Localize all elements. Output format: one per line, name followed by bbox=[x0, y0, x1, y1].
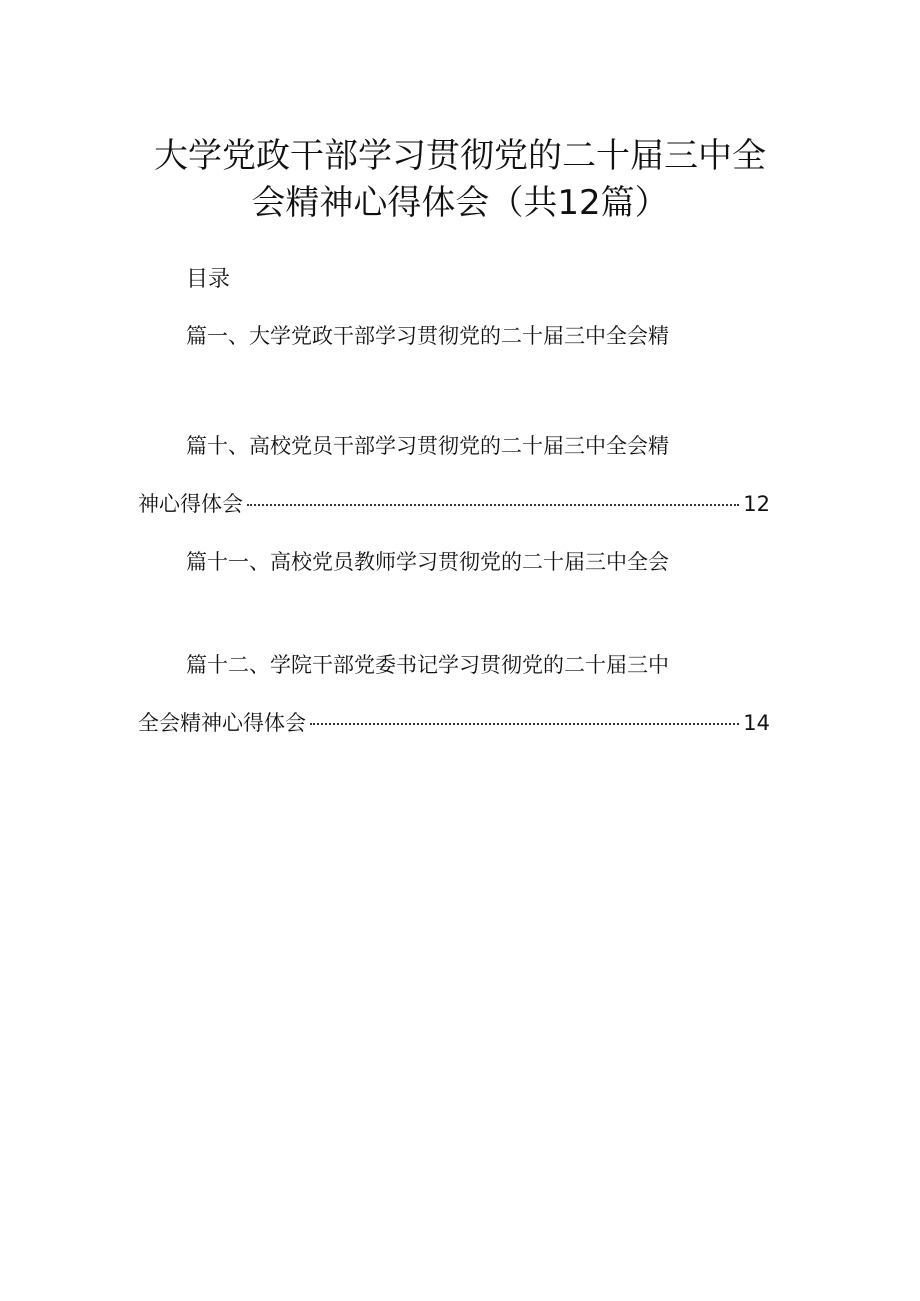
toc-entry-12-line-2[interactable] bbox=[138, 706, 770, 740]
toc-entry-10-page-number: 12 bbox=[743, 492, 770, 516]
toc-entry-10-text: 神心得体会 bbox=[138, 492, 243, 516]
toc-entry-11[interactable]: 篇十一、高校党员教师学习贯彻党的二十届三中全会 bbox=[186, 550, 669, 574]
toc-entry-12-page-number: 14 bbox=[743, 711, 770, 735]
toc-entry-12-line-1[interactable]: 篇十二、学院干部党委书记学习贯彻党的二十届三中 bbox=[186, 653, 669, 677]
toc-entry-12-text: 全会精神心得体会 bbox=[138, 711, 306, 735]
toc-entry-10-line-2[interactable] bbox=[138, 487, 770, 521]
document-title-line-2: 会精神心得体会（共12篇） bbox=[251, 183, 669, 223]
document-title-line-1: 大学党政干部学习贯彻党的二十届三中全 bbox=[154, 136, 766, 176]
dot-leader bbox=[310, 723, 739, 725]
toc-entry-1[interactable]: 篇一、大学党政干部学习贯彻党的二十届三中全会精 bbox=[186, 324, 669, 348]
toc-entry-10-line-1[interactable]: 篇十、高校党员干部学习贯彻党的二十届三中全会精 bbox=[186, 434, 669, 458]
dot-leader bbox=[247, 504, 739, 506]
toc-heading: 目录 bbox=[186, 267, 231, 292]
